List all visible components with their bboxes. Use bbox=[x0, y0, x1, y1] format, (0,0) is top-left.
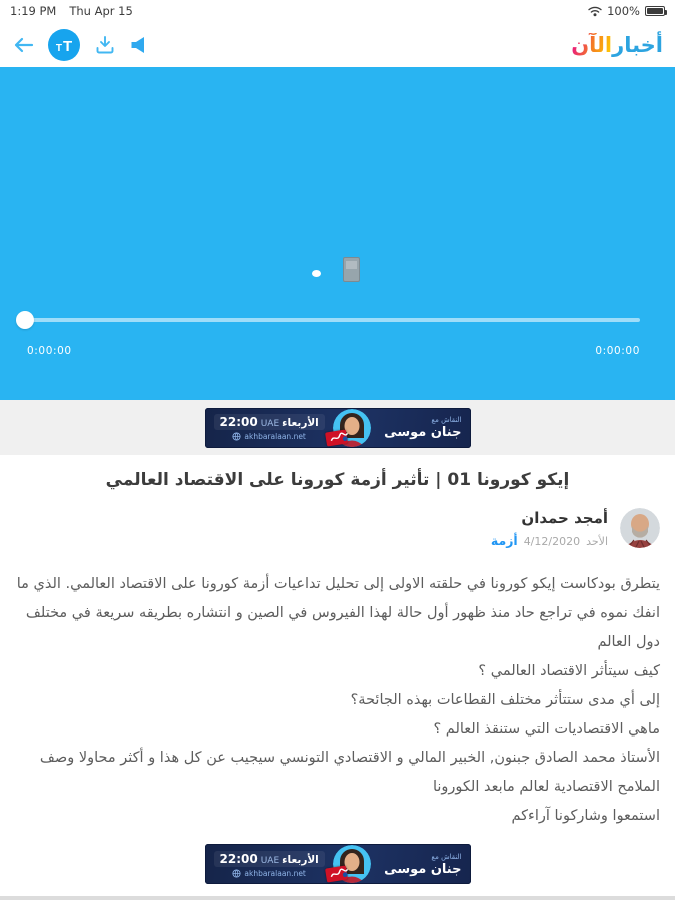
seek-track[interactable] bbox=[25, 318, 640, 322]
banner-time: 22:00 bbox=[219, 415, 258, 429]
publish-date: 4/12/2020 bbox=[523, 534, 581, 548]
host-photo bbox=[329, 844, 375, 884]
text-size-button[interactable] bbox=[48, 29, 80, 61]
arrow-left-icon bbox=[12, 36, 34, 54]
banner-show-label: النقاش مع bbox=[431, 852, 462, 861]
author-avatar-image bbox=[620, 508, 660, 548]
status-bar bbox=[0, 0, 675, 22]
banner-show-block bbox=[380, 853, 461, 876]
banner-host-name: جنان موسى bbox=[384, 425, 462, 440]
status-date: Thu Apr 15 bbox=[69, 4, 133, 18]
banner-day: الأربعاء bbox=[282, 853, 319, 866]
author-avatar[interactable] bbox=[620, 508, 660, 548]
battery-icon bbox=[645, 6, 665, 16]
banner-region: UAE bbox=[260, 419, 280, 429]
publish-day: الأحد bbox=[586, 534, 608, 548]
author-meta bbox=[491, 533, 608, 548]
banner-website: akhbaralaan.net bbox=[244, 868, 306, 878]
logo-news-part: أخبار bbox=[612, 32, 663, 57]
download-icon bbox=[94, 34, 116, 56]
banner-schedule-row bbox=[214, 414, 325, 430]
globe-icon bbox=[232, 869, 241, 878]
elapsed-time: 0:00:00 bbox=[27, 345, 72, 357]
back-button[interactable] bbox=[12, 36, 34, 54]
status-right bbox=[588, 4, 665, 18]
banner-site-row bbox=[232, 869, 305, 878]
loading-dot bbox=[312, 270, 321, 277]
total-time: 0:00:00 bbox=[595, 345, 640, 357]
banner-site-row bbox=[232, 432, 305, 441]
toolbar bbox=[0, 22, 675, 67]
app-logo bbox=[571, 33, 663, 57]
author-info bbox=[491, 509, 608, 548]
globe-icon bbox=[232, 432, 241, 441]
banner-show-block bbox=[380, 416, 461, 439]
category-tag[interactable]: أزمة bbox=[490, 532, 518, 548]
speaker-icon bbox=[130, 36, 146, 54]
wifi-icon bbox=[588, 5, 602, 17]
battery-percent: 100% bbox=[607, 4, 640, 18]
banner-schedule-row bbox=[214, 851, 325, 867]
logo-now-part: الآن bbox=[571, 32, 613, 57]
promo-banner-top[interactable] bbox=[205, 408, 471, 448]
clock: 1:19 PM bbox=[10, 4, 57, 18]
banner-region: UAE bbox=[260, 855, 280, 866]
status-left bbox=[10, 4, 133, 18]
article-content bbox=[0, 455, 675, 831]
audio-player bbox=[0, 67, 675, 400]
ad-band-bottom bbox=[0, 844, 675, 884]
bottom-edge-strip bbox=[0, 896, 675, 900]
banner-day: الأربعاء bbox=[282, 417, 319, 429]
article-title: إيكو كورونا 01 | تأثير أزمة كورونا على الاقتصاد العالمي bbox=[105, 470, 570, 490]
banner-host-name: جنان موسى bbox=[384, 861, 462, 877]
promo-banner-bottom[interactable] bbox=[205, 844, 471, 884]
seek-bar[interactable] bbox=[25, 311, 640, 329]
banner-time: 22:00 bbox=[219, 851, 258, 866]
paragraph: كيف سيتأثر الاقتصاد العالمي ؟ bbox=[478, 663, 660, 679]
paragraph: إلى أي مدى ستتأثر مختلف القطاعات بهذه الجائحة؟ bbox=[350, 692, 660, 708]
seek-thumb[interactable] bbox=[16, 311, 34, 329]
channel-badge-icon bbox=[326, 429, 349, 446]
paragraph: استمعوا وشاركونا آراءكم bbox=[511, 808, 660, 824]
article-body bbox=[15, 570, 660, 831]
banner-schedule-block bbox=[214, 851, 325, 878]
paragraph: الأستاذ محمد الصادق جبنون, الخبير المالي و الاقتصادي التونسي سيجيب عن كل هذا و أكثر محاولا وصف الملامح الاقتصادية لعالم مابعد الكورونا bbox=[39, 750, 660, 795]
ad-band-top bbox=[0, 400, 675, 455]
banner-schedule-block bbox=[214, 414, 325, 441]
paragraph: يتطرق بودكاست إيكو كورونا في حلقته الاولى إلى تحليل تداعيات أزمة كورونا على الاقتصاد العالمي. الذي ما انفك نموه في تراجع حاد منذ ظهور أول حالة لهذا الفيروس في الصين و انتشاره بطريقه سريعة في مختلف دول العالم bbox=[16, 576, 660, 650]
download-button[interactable] bbox=[94, 34, 116, 56]
text-size-icon: T T bbox=[48, 29, 80, 61]
paragraph: ماهي الاقتصاديات التي ستنقذ العالم ؟ bbox=[433, 721, 660, 737]
host-photo bbox=[329, 408, 375, 448]
broken-image-icon bbox=[343, 257, 360, 282]
mute-button[interactable] bbox=[130, 36, 146, 54]
banner-website: akhbaralaan.net bbox=[244, 432, 306, 441]
author-row bbox=[15, 508, 660, 548]
author-name: أمجد حمدان bbox=[521, 508, 608, 527]
banner-show-label: النقاش مع bbox=[431, 416, 462, 424]
